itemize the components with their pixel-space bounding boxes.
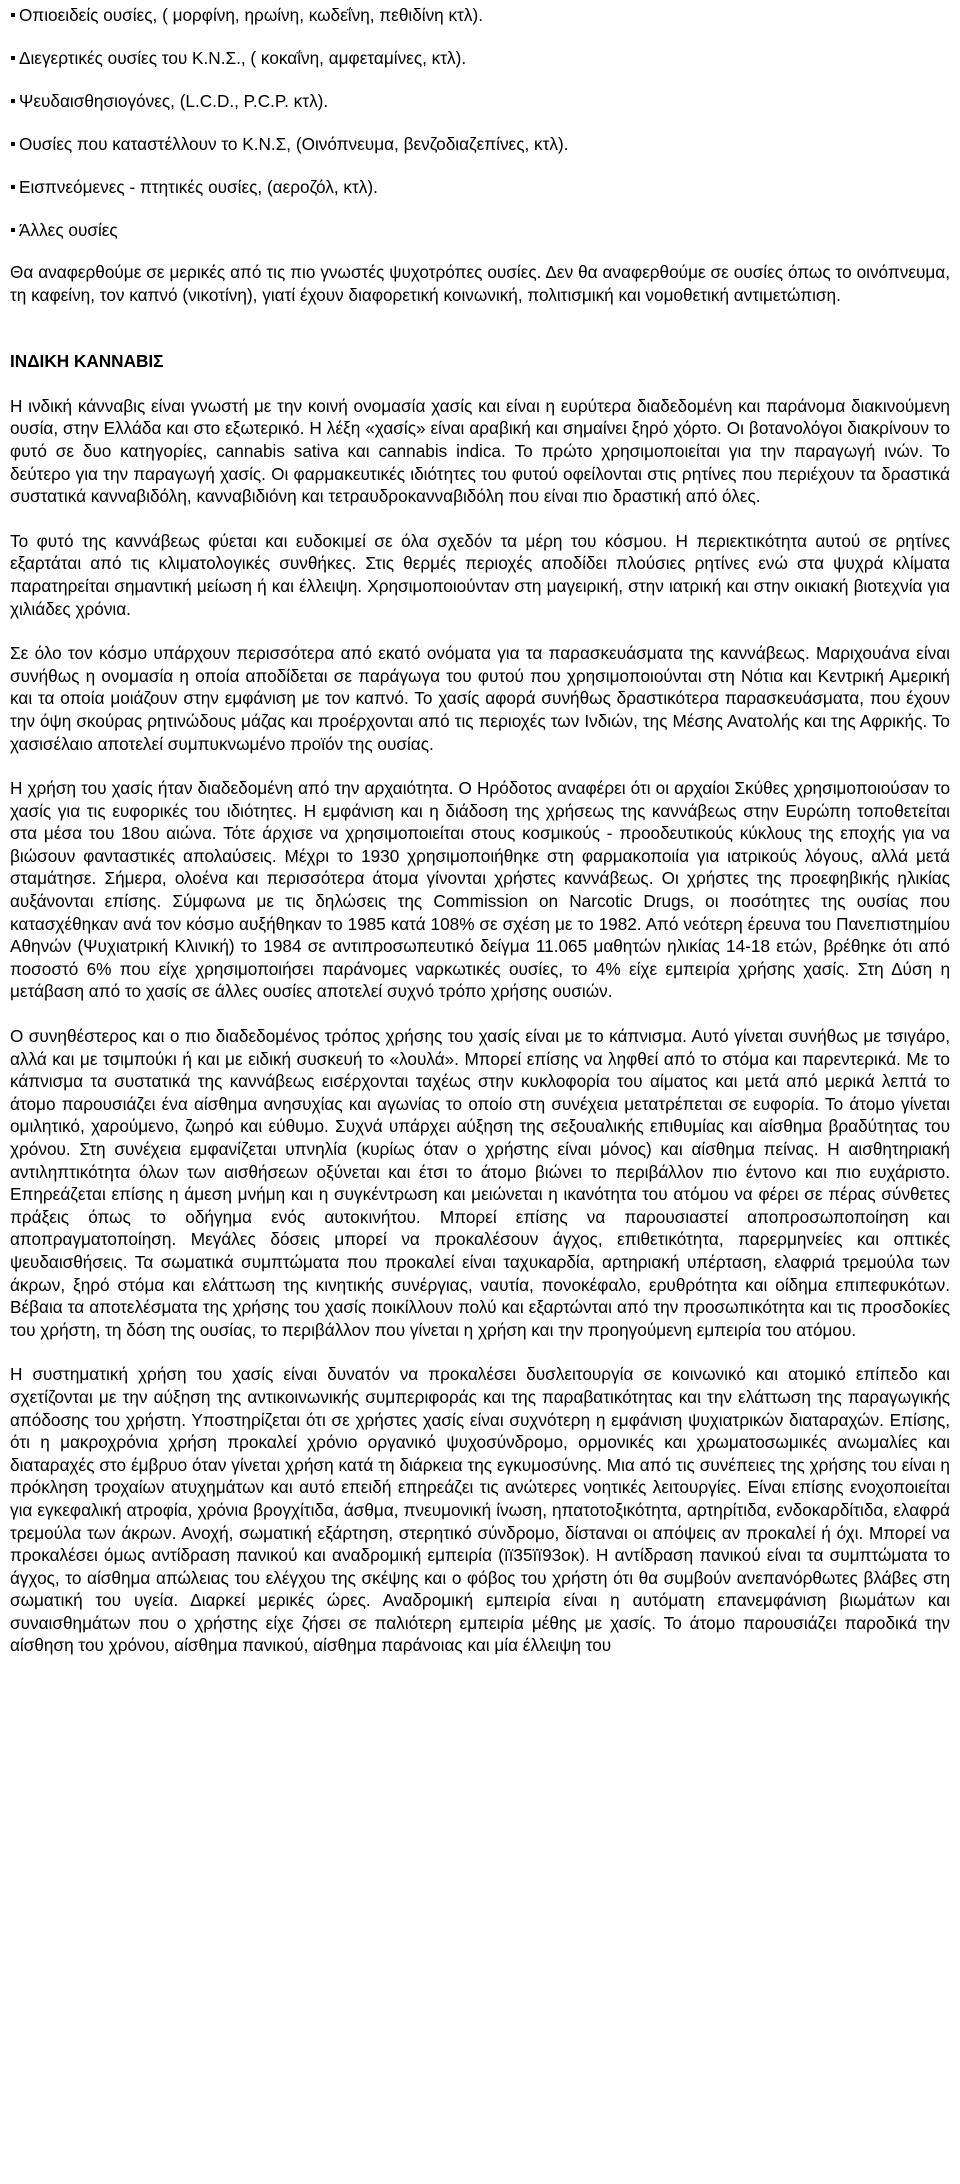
body-paragraph: Η ινδική κάνναβις είναι γνωστή με την κοινή ονομασία χασίς και είναι η ευρύτερα διαδεδομένη και παράνομα διακινούμενη ουσία, στην Ελλάδα και στο εξωτερικό. Η λέξη «χασίς» είναι αραβική και σημαίνει ξηρό χόρτο. Οι βοτανολόγοι διακρίνουν το φυτό σε δυο κατηγορίες, cannabis sativa και cannabis indica. Το πρώτο χρησιμοποιείται για την παραγωγή ινών. Το δεύτερο για την παραγωγή χασίς. Οι φαρμακευτικές ιδιότητες του φυτού οφείλονται στις ρητίνες που περιέχουν τα δραστικά συστατικά κανναβιδόλη, κανναβιδιόνη και τετραυδροκανναβιδόλη που είναι πιο δραστική από όλες. — [10, 395, 950, 507]
section-heading: ΙΝΔΙΚΗ ΚΑΝΝΑΒΙΣ — [10, 351, 164, 372]
body-paragraph: Το φυτό της καννάβεως φύεται και ευδοκιμεί σε όλα σχεδόν τα μέρη του κόσμου. Η περιεκτικότητα αυτού σε ρητίνες εξαρτάται από τις κλιματολογικές συνθήκες. Στις θερμές περιοχές αποδίδει πλούσιες ρητίνες ενώ στα ψυχρά κλίματα παρατηρείται σημαντική μείωση ή και έλλειψη. Χρησιμοποιούνταν στη μαγειρική, στην ιατρική και στην οικιακή βιοτεχνία για χιλιάδες χρόνια. — [10, 530, 950, 619]
list-item: Εισπνεόμενες - πτητικές ουσίες, (αεροζόλ, κτλ). — [10, 176, 950, 198]
list-item: Οπιοειδείς ουσίες, ( μορφίνη, ηρωίνη, κωδεΐνη, πεθιδίνη κτλ). — [10, 4, 950, 26]
body-paragraph: Η χρήση του χασίς ήταν διαδεδομένη από την αρχαιότητα. Ο Ηρόδοτος αναφέρει ότι οι αρχαίοι Σκύθες χρησιμοποιούσαν το χασίς για τις ευφορικές του ιδιότητες. Η εμφάνιση και η διάδοση της χρήσεως της καννάβεως στην Ευρώπη τοποθετείται στα μέσα του 18ου αιώνα. Τότε άρχισε να χρησιμοποιείται στους κοσμικούς - προοδευτικούς κύκλους της εποχής για να βιώσουν φανταστικές απολαύσεις. Μέχρι το 1930 χρησιμοποιήθηκε στη φαρμακοποιία για ιατρικούς λόγους, αλλά μετά σταμάτησε. Σήμερα, ολοένα και περισσότερα άτομα γίνονται χρήστες καννάβεως. Οι χρήστες της προεφηβικής ηλικίας αυξάνονται επίσης. Σύμφωνα με τις δηλώσεις της Commission on Narcotic Drugs, οι ποσότητες της ουσίας που κατασχέθηκαν ανά τον κόσμο αυξήθηκαν το 1985 κατά 108% σε σχέση με το 1982. Από νεότερη έρευνα του Πανεπιστημίου Αθηνών (Ψυχιατρική Κλινική) το 1984 σε αντιπροσωπευτικό δείγμα 11.065 μαθητών ηλικίας 14-18 ετών, βρέθηκε ότι από ποσοστό 6% που είχε χρησιμοποιήσει παράνομες ναρκωτικές ουσίες, το 4% είχε εμπειρία χρήσης χασίς. Στη Δύση η μετάβαση από το χασίς σε άλλες ουσίες αποτελεί συχνό τρόπο χρήσης ουσιών. — [10, 778, 950, 1002]
spacer — [10, 1003, 950, 1025]
spacer — [10, 755, 950, 777]
list-item: Διεγερτικές ουσίες του Κ.Ν.Σ., ( κοκαΐνη, αμφεταμίνες, κτλ). — [10, 47, 950, 69]
spacer — [10, 306, 950, 350]
spacer — [10, 620, 950, 642]
list-item: Άλλες ουσίες — [10, 219, 950, 241]
body-paragraph: Ο συνηθέστερος και ο πιο διαδεδομένος τρόπος χρήσης του χασίς είναι με το κάπνισμα. Αυτό γίνεται συνήθως με τσιγάρο, αλλά και με τσιμπούκι ή και με ειδική συσκευή το «λουλά». Μπορεί επίσης να ληφθεί από το στόμα και παρεντερικά. Με το κάπνισμα τα συστατικά της καννάβεως εισέρχονται ταχέως στην κυκλοφορία του αίματος και μετά από μερικά λεπτά το άτομο παρουσιάζει ένα αίσθημα ανησυχίας και αγωνίας το οποίο στη συνέχεια μετατρέπεται σε ευφορία. Το άτομο γίνεται ομιλητικό, χαρούμενο, ζωηρό και εύθυμο. Συχνά υπάρχει αύξηση της σεξουαλικής επιθυμίας και αίσθημα βραδύτητας του χρόνου. Στη συνέχεια εμφανίζεται υπνηλία (κυρίως όταν ο χρήστης είναι μόνος) και αίσθημα πείνας. Η αισθητηριακή αντιληπτικότητα όλων των αισθήσεων οξύνεται και έτσι το άτομο βιώνει το περιβάλλον πιο έντονο και πιο ευχάριστο. Επηρεάζεται επίσης η άμεση μνήμη και η συγκέντρωση και μειώνεται η ικανότητα του ατόμου να φέρει σε πέρας σύνθετες πράξεις όπως το οδήγημα ενός αυτοκινήτου. Μπορεί επίσης να παρουσιαστεί αποπροσωποποίηση και αποπραγματοποίηση. Μεγάλες δόσεις μπορεί να προκαλέσουν άγχος, επιθετικότητα, παρερμηνείες και οπτικές ψευδαισθήσεις. Τα σωματικά συμπτώματα που προκαλεί είναι ταχυκαρδία, αρτηριακή υπέρταση, ελαφριά τρεμούλα των άκρων, ξηρό στόμα και ελάττωση της κινητικής συνέργιας, ναυτία, πονοκέφαλο, ερυθρότητα και οίδημα επιπεφυκότων. Βέβαια τα αποτελέσματα της χρήσης του χασίς ποικίλλουν πολύ και εξαρτώνται από την προσωπικότητα και τις προσδοκίες του χρήστη, τη δόση της ουσίας, το περιβάλλον που γίνεται η χρήση και την προηγούμενη εμπειρία του ατόμου. — [10, 1026, 950, 1340]
spacer — [10, 508, 950, 530]
spacer — [10, 373, 950, 395]
body-paragraph: Σε όλο τον κόσμο υπάρχουν περισσότερα από εκατό ονόματα για τα παρασκευάσματα της καννάβεως. Μαριχουάνα είναι συνήθως η ονομασία η οποία αποδίδεται σε παράγωγα του φυτού που χρησιμοποιούνται στη Νότια και Κεντρική Αμερική και τα οποία μοιάζουν στην εμφάνιση με τον καπνό. Το χασίς αφορά συνήθως δραστικότερα παρασκευάσματα, που έχουν την όψη σκούρας ρητινώδους μάζας και προέρχονται από τις περιοχές των Ινδιών, της Μέσης Ανατολής και της Αφρικής. Το χασισέλαιο αποτελεί συμπυκνωμένο προϊόν της ουσίας. — [10, 643, 950, 754]
intro-paragraph: Θα αναφερθούμε σε μερικές από τις πιο γνωστές ψυχοτρόπες ουσίες. Δεν θα αναφερθούμε σε ουσίες όπως το οινόπνευμα, τη καφείνη, τον καπνό (νικοτίνη), γιατί έχουν διαφορετική κοινωνική, πολιτισμική και νομοθετική αντιμετώπιση. — [10, 262, 950, 305]
list-item: Ψευδαισθησιογόνες, (L.C.D., P.C.P. κτλ). — [10, 90, 950, 112]
list-item: Ουσίες που καταστέλλουν το Κ.Ν.Σ, (Οινόπνευμα, βενζοδιαζεπίνες, κτλ). — [10, 133, 950, 155]
spacer — [10, 1341, 950, 1363]
body-paragraph: Η συστηματική χρήση του χασίς είναι δυνατόν να προκαλέσει δυσλειτουργία σε κοινωνικό και ατομικό επίπεδο και σχετίζονται με την αύξηση της αντικοινωνικής συμπεριφοράς και της παραβατικότητας και την ελάττωση της παραγωγικής απόδοσης του χρήστη. Υποστηρίζεται ότι σε χρήστες χασίς είναι συχνότερη η εμφάνιση ψυχιατρικών διαταραχών. Επίσης, ότι η μακροχρόνια χρήση προκαλεί χρόνιο οργανικό ψυχοσύνδρομο, ορμονικές και χρωματοσωμικές ανωμαλίες και διαταραχές στο έμβρυο όταν γίνεται χρήση κατά τη διάρκεια της εγκυμοσύνης. Μια από τις συνέπειες της χρήσης του είναι η πρόκληση τροχαίων ατυχημάτων και αυτό επειδή επηρεάζει τις ανώτερες νοητικές λειτουργίες. Είναι επίσης ενοχοποιείται για εγκεφαλική ατροφία, χρόνια βρογχίτιδα, άσθμα, πνευμονική ίνωση, ηπατοτοξικότητα, αρτηρίτιδα, ενδοκαρδίτιδα, ελαφρά τρεμούλα των άκρων. Ανοχή, σωματική εξάρτηση, στερητικό σύνδρομο, δίσταναι οι απόψεις αν προκαλεί ή όχι. Μπορεί να προκαλέσει όμως αντίδραση πανικού και αναδρομική εμπειρία (ïï35ïï93οκ). Η αντίδραση πανικού είναι τα συμπτώματα το άγχος, το αίσθημα απώλειας του ελέγχου της σκέψης και ο φόβος του χρήστη ότι θα συμβούν ανεπανόρθωτες βλάβες στη σωματική του υγεία. Διαρκεί μερικές ώρες. Αναδρομική εμπειρία είναι η αυτόματη επανεμφάνιση βιωμάτων και συναισθημάτων που ο χρήστης είχε ζήσει σε παλιότερη εμπειρία μέθης με χασίς. Το άτομο παρουσιάζει παροδικά την αίσθηση του χρόνου, αίσθημα πανικού, αίσθημα παράνοιας και μία έλλειψη του — [10, 1364, 950, 1656]
substance-category-list — [10, 4, 950, 241]
